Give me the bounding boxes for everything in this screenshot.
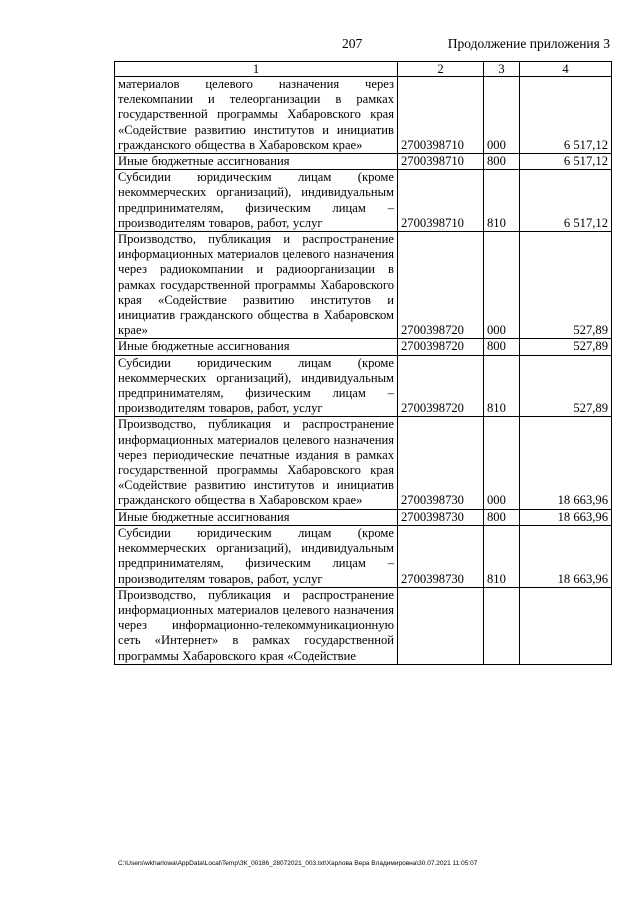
row-expense-type: 810 [484,525,520,587]
table-row [115,77,612,154]
row-expense-type: 800 [484,509,520,525]
row-target-code: 2700398720 [398,355,484,417]
table-row [115,587,612,664]
budget-table [114,61,612,665]
page-number: 207 [342,36,363,51]
row-expense-type: 000 [484,417,520,509]
row-amount: 6 517,12 [520,170,612,232]
row-amount: 18 663,96 [520,417,612,509]
table-row [115,154,612,170]
row-amount: 18 663,96 [520,525,612,587]
row-expense-type: 800 [484,154,520,170]
row-amount [520,587,612,664]
table-row [115,355,612,417]
row-description: Производство, публикация и распространение информационных материалов целевого назначения через периодические печатные издания в рамках государственной программы Хабаровского края «Содействие развитию институтов и инициатив гражданского общества в Хабаровском крае» [115,417,398,509]
row-description: Производство, публикация и распространение информационных материалов целевого назначения через радиокомпании и радиоорганизации в рамках государственной программы Хабаровского края «Содействие развитию институтов и инициатив гражданского общества в Хабаровском крае» [115,232,398,339]
row-description: Иные бюджетные ассигнования [115,154,398,170]
row-amount: 527,89 [520,232,612,339]
row-description: Субсидии юридическим лицам (кроме некоммерческих организаций), индивидуальным предпринимателям, физическим лицам – производителям товаров, работ, услуг [115,355,398,417]
row-target-code: 2700398730 [398,525,484,587]
row-target-code: 2700398710 [398,154,484,170]
row-description: Иные бюджетные ассигнования [115,339,398,355]
column-number-row [115,62,612,77]
row-target-code: 2700398720 [398,232,484,339]
table-row [115,509,612,525]
row-amount: 18 663,96 [520,509,612,525]
row-description: Производство, публикация и распространение информационных материалов целевого назначения через информационно-телекоммуникационную сеть «Интернет» в рамках государственной программы Хабаровского края «Содействие [115,587,398,664]
appendix-continuation-note: Продолжение приложения 3 [447,36,610,51]
row-expense-type [484,587,520,664]
row-expense-type: 800 [484,339,520,355]
row-expense-type: 810 [484,355,520,417]
column-number-description: 1 [115,62,398,77]
table-row [115,170,612,232]
row-target-code: 2700398730 [398,509,484,525]
footer-file-path: C:\Users\wkharlowa\AppData\Local\Temp\ЗК_00186_28072021_003.txt\Харлова Вера Владимировна\30.07.2021 11:05:07 [118,860,478,867]
row-target-code: 2700398730 [398,417,484,509]
column-number-amount: 4 [520,62,612,77]
table-row [115,525,612,587]
row-description: материалов целевого назначения через телекомпании и телеорганизации в рамках государственной программы Хабаровского края «Содействие развитию институтов и инициатив гражданского общества в Хабаровском крае» [115,77,398,154]
row-target-code [398,587,484,664]
row-target-code: 2700398710 [398,170,484,232]
table-row [115,232,612,339]
row-description: Субсидии юридическим лицам (кроме некоммерческих организаций), индивидуальным предпринимателям, физическим лицам – производителям товаров, работ, услуг [115,170,398,232]
row-target-code: 2700398720 [398,339,484,355]
column-number-code: 2 [398,62,484,77]
row-expense-type: 000 [484,77,520,154]
row-expense-type: 810 [484,170,520,232]
row-amount: 527,89 [520,355,612,417]
row-amount: 6 517,12 [520,77,612,154]
table-row [115,339,612,355]
row-amount: 6 517,12 [520,154,612,170]
row-description: Иные бюджетные ассигнования [115,509,398,525]
row-expense-type: 000 [484,232,520,339]
row-description: Субсидии юридическим лицам (кроме некоммерческих организаций), индивидуальным предпринимателям, физическим лицам – производителям товаров, работ, услуг [115,525,398,587]
table-row [115,417,612,509]
row-amount: 527,89 [520,339,612,355]
column-number-type: 3 [484,62,520,77]
row-target-code: 2700398710 [398,77,484,154]
